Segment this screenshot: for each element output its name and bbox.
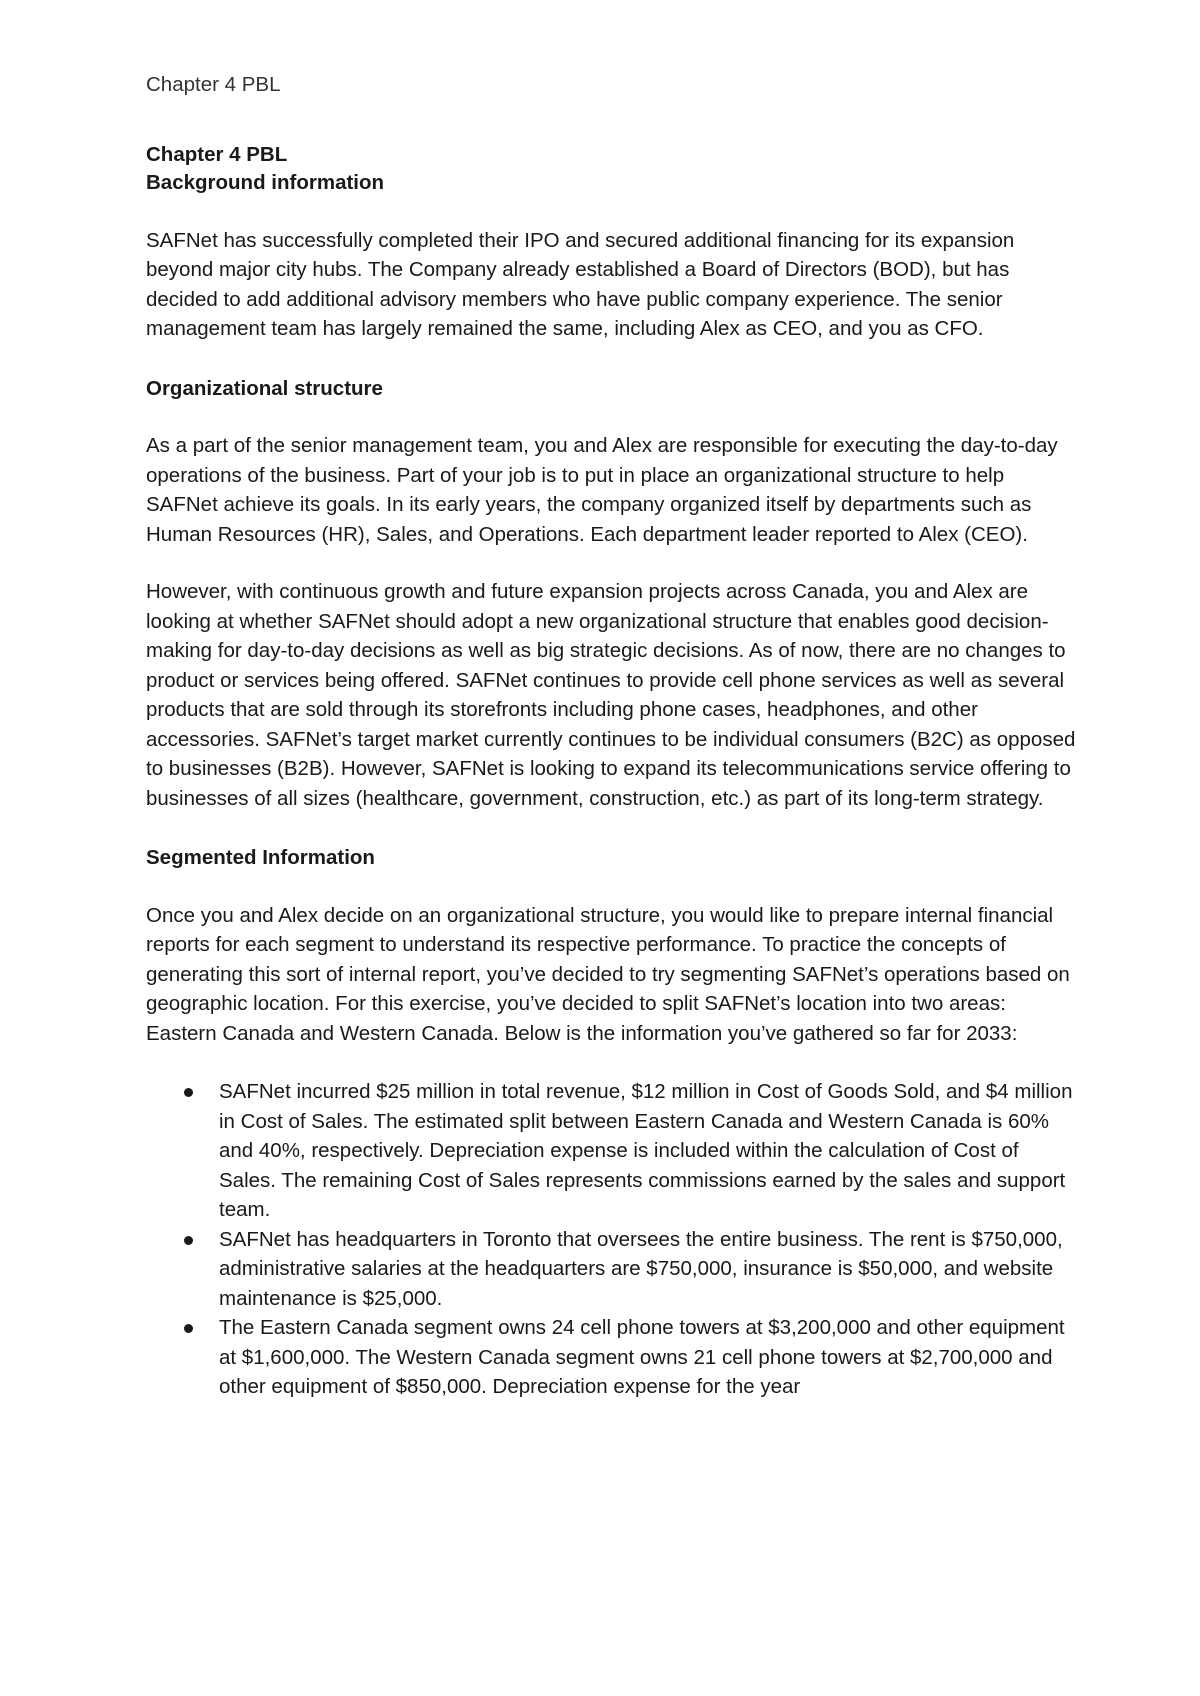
background-heading: Background information bbox=[146, 171, 385, 194]
segmented-information-heading: Segmented Information bbox=[146, 846, 375, 869]
bullet-icon bbox=[184, 1088, 193, 1097]
list-item-text: The Eastern Canada segment owns 24 cell phone towers at $3,200,000 and other equipment at $1,600,000. The Western Canada segment owns 21 cell phone towers at $2,700,000 and other equipment of $850,000. Depreciation expense for the year bbox=[219, 1316, 1065, 1398]
segment-facts-list bbox=[146, 1077, 1076, 1402]
org-structure-paragraph-2: However, with continuous growth and future expansion projects across Canada, you and Alex are looking at whether SAFNet should adopt a new organizational structure that enables good decision-making for day-to-day decisions as well as big strategic decisions. As of now, there are no changes to product or services being offered. SAFNet continues to provide cell phone services as well as several products that are sold through its storefronts including phone cases, headphones, and other accessories. SAFNet’s target market currently continues to be individual consumers (B2C) as opposed to businesses (B2B). However, SAFNet is looking to expand its telecommunications service offering to businesses of all sizes (healthcare, government, construction, etc.) as part of its long-term strategy. bbox=[146, 580, 1076, 810]
document-title: Chapter 4 PBL bbox=[146, 142, 288, 166]
list-item-text: SAFNet has headquarters in Toronto that oversees the entire business. The rent is $750,000, administrative salaries at the headquarters are $750,000, insurance is $50,000, and website maintenance is $25,000. bbox=[219, 1227, 1063, 1310]
running-header: Chapter 4 PBL bbox=[146, 73, 281, 96]
list-item bbox=[146, 1225, 1076, 1314]
organizational-structure-heading: Organizational structure bbox=[146, 376, 383, 400]
list-item bbox=[146, 1313, 1076, 1402]
document-page bbox=[146, 70, 1076, 1402]
list-item bbox=[146, 1077, 1076, 1225]
segmented-information-paragraph: Once you and Alex decide on an organizational structure, you would like to prepare internal financial reports for each segment to understand its respective performance. To practice the concepts of generating this sort of internal report, you’ve decided to try segmenting SAFNet’s operations based on geographic location. For this exercise, you’ve decided to split SAFNet’s location into two areas: Eastern Canada and Western Canada. Below is the information you’ve gathered so far for 2033: bbox=[146, 903, 1070, 1045]
background-paragraph: SAFNet has successfully completed their IPO and secured additional financing for its expansion beyond major city hubs. The Company already established a Board of Directors (BOD), but has decided to add additional advisory members who have public company experience. The senior management team has largely remained the same, including Alex as CEO, and you as CFO. bbox=[146, 228, 1015, 340]
list-item-text: SAFNet incurred $25 million in total revenue, $12 million in Cost of Goods Sold, and $4 million in Cost of Sales. The estimated split between Eastern Canada and Western Canada is 60% and 40%, respectively. Depreciation expense is included within the calculation of Cost of Sales. The remaining Cost of Sales represents commissions earned by the sales and support team. bbox=[219, 1080, 1073, 1221]
bullet-icon bbox=[184, 1236, 193, 1245]
bullet-icon bbox=[184, 1324, 193, 1333]
org-structure-paragraph-1: As a part of the senior management team, you and Alex are responsible for executing the day-to-day operations of the business. Part of your job is to put in place an organizational structure to help SAFNet achieve its goals. In its early years, the company organized itself by departments such as Human Resources (HR), Sales, and Operations. Each department leader reported to Alex (CEO). bbox=[146, 434, 1058, 546]
title-block bbox=[146, 141, 1076, 198]
